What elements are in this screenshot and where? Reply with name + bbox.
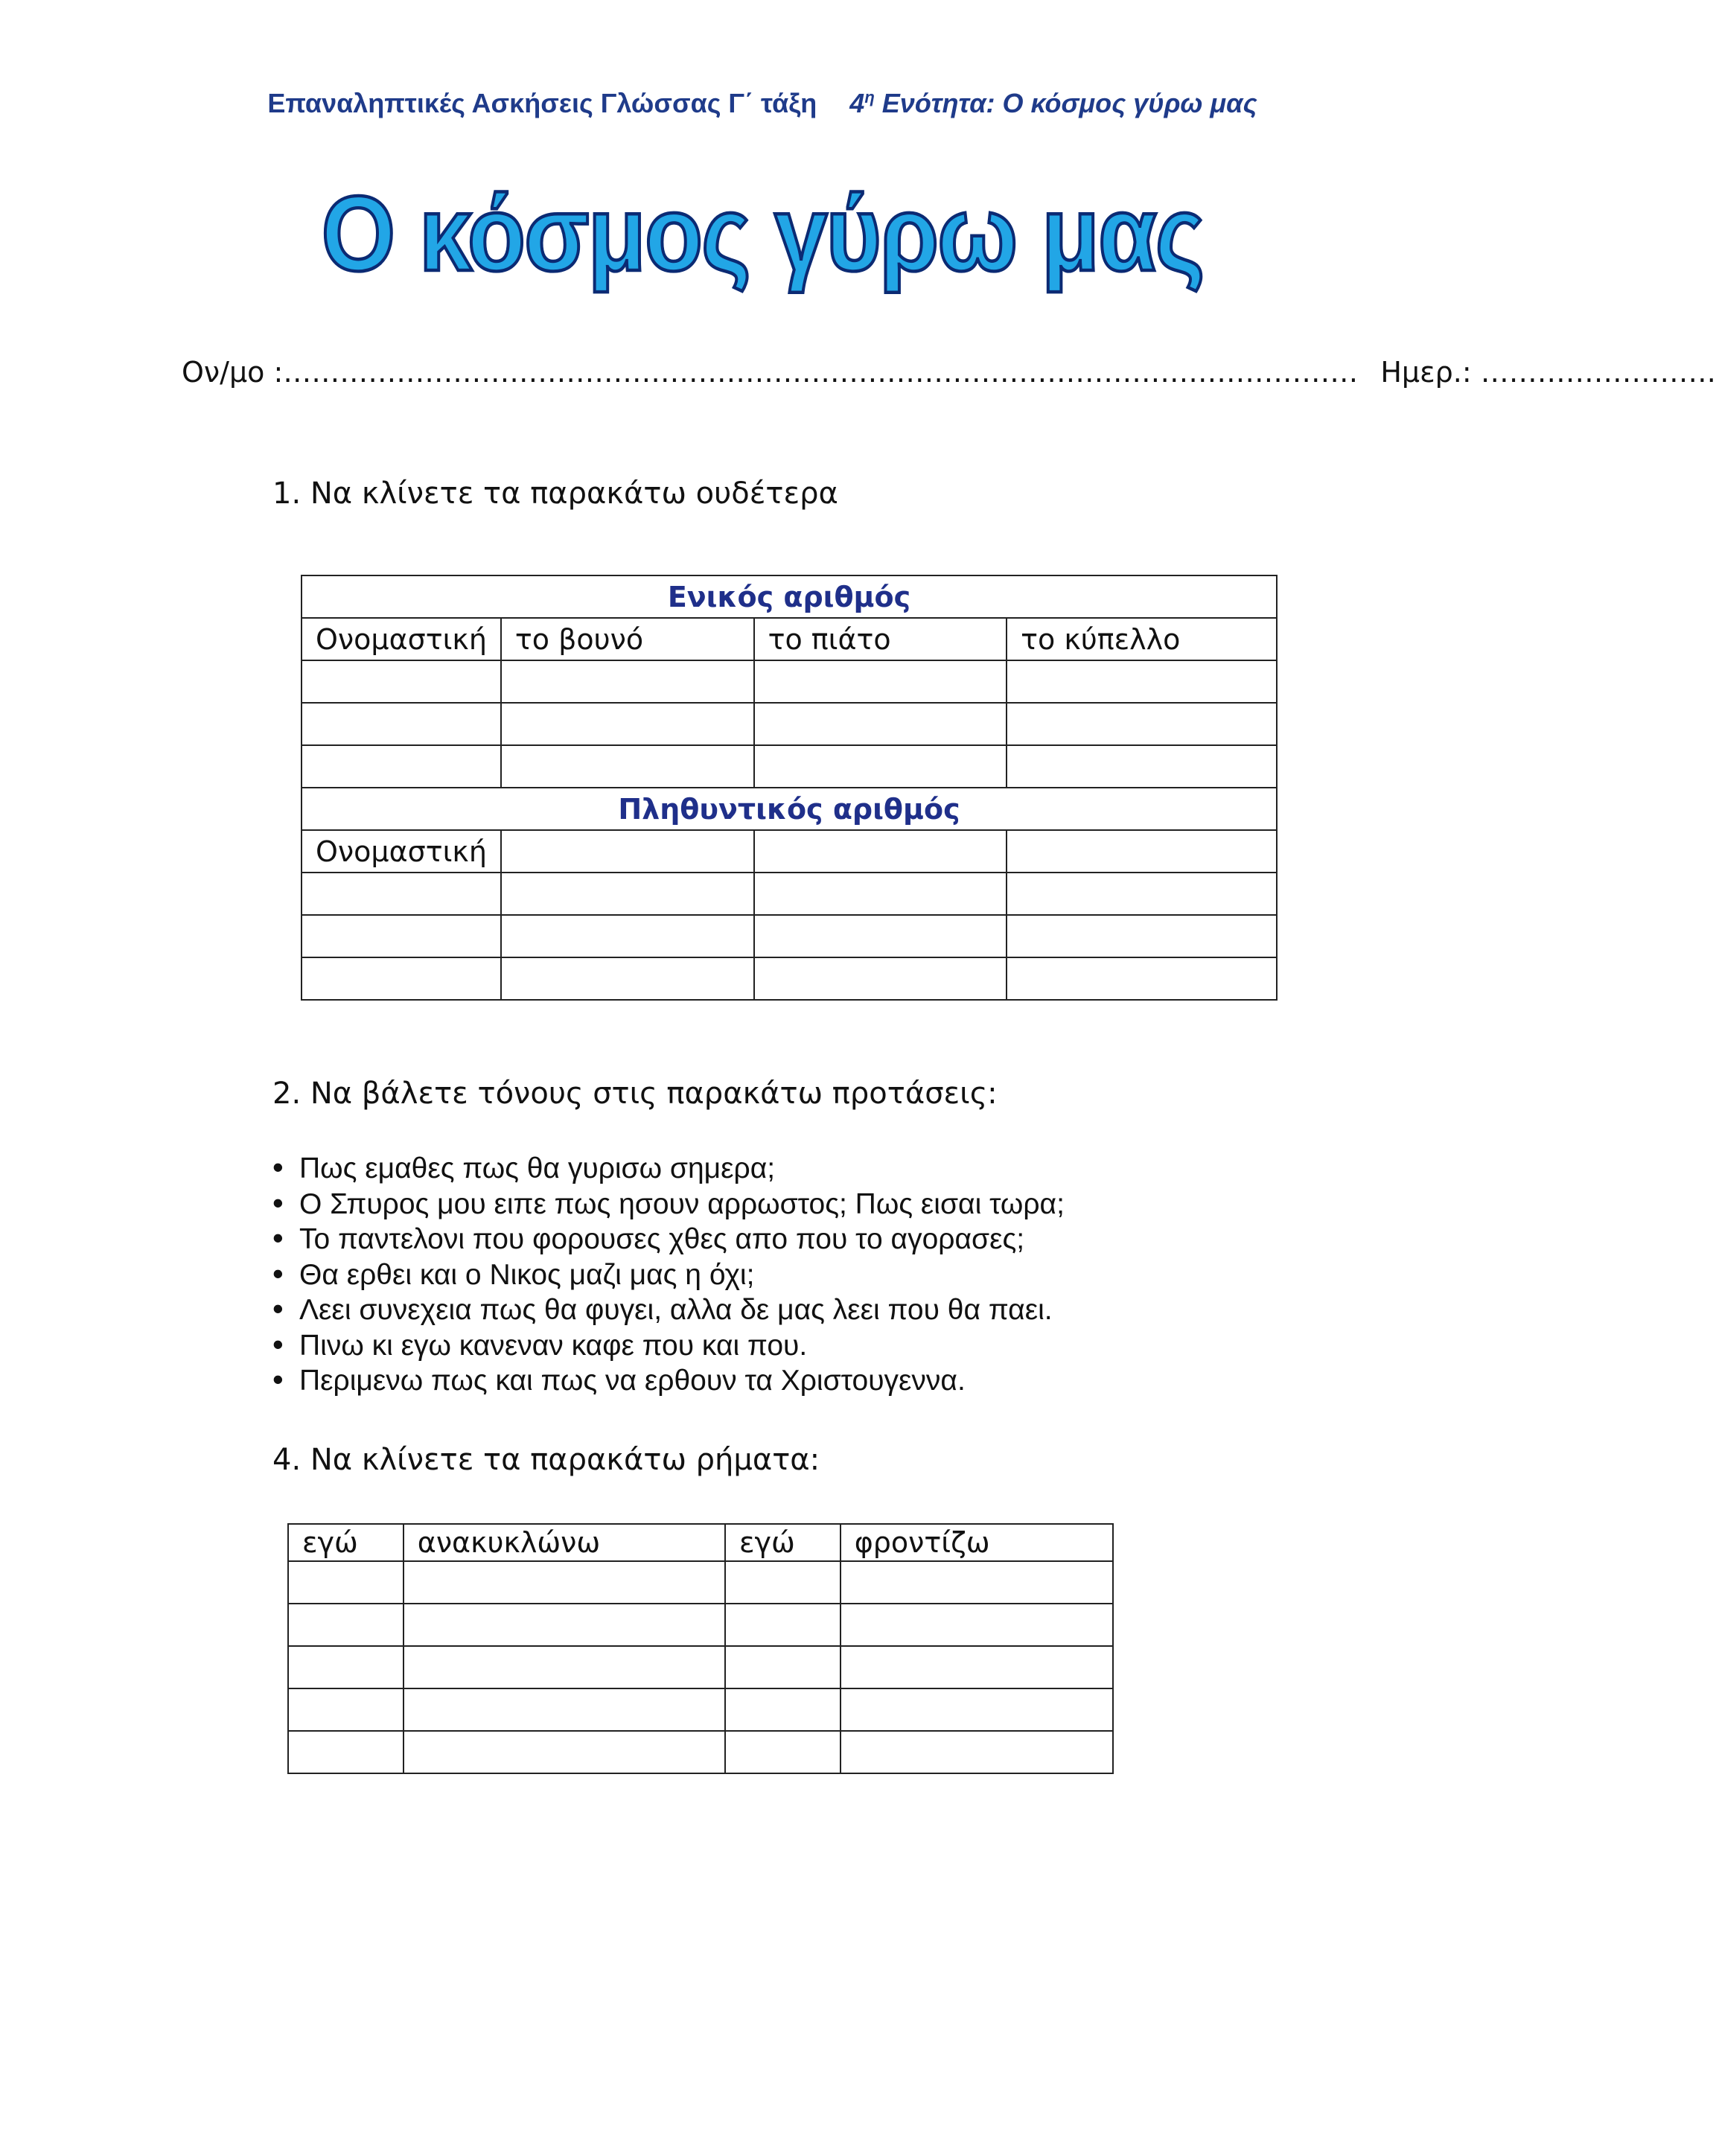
name-label: Ον/μο : — [182, 356, 284, 389]
table-row — [288, 1524, 1113, 1561]
blank-cell[interactable] — [725, 1688, 841, 1731]
student-info-line — [182, 356, 1716, 389]
date-label: Ημερ.: — [1380, 356, 1472, 389]
blank-cell[interactable] — [754, 745, 1007, 788]
sentence-text: Θα ερθει και ο Νικος μαζι μας η όχι; — [299, 1258, 755, 1291]
sentence-text: Πως εμαθες πως θα γυρισω σημερα; — [299, 1152, 776, 1184]
exercise-4-prompt: 4. Να κλίνετε τα παρακάτω ρήματα: — [272, 1443, 820, 1477]
table-row — [302, 745, 1277, 788]
blank-cell[interactable] — [404, 1646, 725, 1688]
list-item — [272, 1185, 1065, 1221]
noun-header: το πιάτο — [754, 618, 1007, 660]
blank-cell[interactable] — [725, 1731, 841, 1773]
table-row — [302, 915, 1277, 957]
blank-cell[interactable] — [302, 873, 501, 915]
blank-cell[interactable] — [302, 703, 501, 745]
table-row — [302, 618, 1277, 660]
blank-cell[interactable] — [1007, 745, 1277, 788]
blank-cell[interactable] — [754, 703, 1007, 745]
noun-header: το βουνό — [501, 618, 754, 660]
blank-cell[interactable] — [754, 830, 1007, 873]
blank-cell[interactable] — [1007, 660, 1277, 703]
table-row — [288, 1604, 1113, 1646]
sentence-text: Πινω κι εγω κανεναν καφε που και που. — [299, 1329, 808, 1362]
blank-cell[interactable] — [501, 873, 754, 915]
blank-cell[interactable] — [1007, 830, 1277, 873]
header-unit — [849, 88, 1257, 118]
header-subject: Επαναληπτικές Ασκήσεις Γλώσσας Γ΄ τάξη — [267, 88, 817, 118]
singular-heading-row — [302, 575, 1277, 618]
table-row — [302, 873, 1277, 915]
blank-cell[interactable] — [754, 873, 1007, 915]
blank-cell[interactable] — [725, 1646, 841, 1688]
blank-cell[interactable] — [501, 660, 754, 703]
unit-superscript: η — [864, 88, 875, 106]
exercise-1-prompt: 1. Να κλίνετε τα παρακάτω ουδέτερα — [272, 476, 838, 511]
date-field[interactable]: ……………………. — [1480, 356, 1716, 389]
verb-header: φροντίζω — [841, 1524, 1113, 1561]
verbs-table — [287, 1523, 1114, 1774]
table-row — [288, 1688, 1113, 1731]
table-row — [302, 660, 1277, 703]
table-row — [288, 1731, 1113, 1773]
blank-cell[interactable] — [1007, 873, 1277, 915]
blank-cell[interactable] — [1007, 915, 1277, 957]
list-item — [272, 1291, 1065, 1327]
blank-cell[interactable] — [501, 915, 754, 957]
table-row — [288, 1646, 1113, 1688]
list-item — [272, 1362, 1065, 1397]
blank-cell[interactable] — [404, 1731, 725, 1773]
blank-cell[interactable] — [725, 1604, 841, 1646]
blank-cell[interactable] — [754, 915, 1007, 957]
blank-cell[interactable] — [754, 957, 1007, 1000]
blank-cell[interactable] — [754, 660, 1007, 703]
page-title: Ο κόσμος γύρω μας — [321, 174, 1204, 294]
noun-header: το κύπελλο — [1007, 618, 1277, 660]
bullet-icon: • — [272, 1291, 284, 1326]
singular-heading: Ενικός αριθμός — [302, 575, 1277, 618]
blank-cell[interactable] — [404, 1604, 725, 1646]
blank-cell[interactable] — [404, 1561, 725, 1604]
blank-cell[interactable] — [404, 1688, 725, 1731]
blank-cell[interactable] — [501, 745, 754, 788]
pronoun-header: εγώ — [725, 1524, 841, 1561]
sentence-text: Περιμενω πως και πως να ερθουν τα Χριστουγεννα. — [299, 1365, 966, 1397]
blank-cell[interactable] — [302, 915, 501, 957]
bullet-icon: • — [272, 1255, 284, 1291]
nouns-table — [301, 575, 1278, 1001]
blank-cell[interactable] — [1007, 703, 1277, 745]
blank-cell[interactable] — [302, 957, 501, 1000]
unit-title: Ενότητα: Ο κόσμος γύρω μας — [874, 88, 1257, 118]
blank-cell[interactable] — [288, 1731, 404, 1773]
blank-cell[interactable] — [841, 1604, 1113, 1646]
name-field[interactable]: …………………………………………………………………………………………………… — [283, 356, 1359, 389]
blank-cell[interactable] — [302, 660, 501, 703]
blank-cell[interactable] — [1007, 957, 1277, 1000]
blank-cell[interactable] — [302, 745, 501, 788]
sentences-list — [272, 1149, 1065, 1397]
case-label: Ονομαστική — [302, 618, 501, 660]
blank-cell[interactable] — [288, 1604, 404, 1646]
verb-header: ανακυκλώνω — [404, 1524, 725, 1561]
bullet-icon: • — [272, 1326, 284, 1362]
blank-cell[interactable] — [841, 1646, 1113, 1688]
table-row — [302, 830, 1277, 873]
blank-cell[interactable] — [841, 1561, 1113, 1604]
blank-cell[interactable] — [501, 830, 754, 873]
blank-cell[interactable] — [288, 1688, 404, 1731]
list-item — [272, 1256, 1065, 1292]
blank-cell[interactable] — [841, 1688, 1113, 1731]
plural-heading: Πληθυντικός αριθμός — [302, 788, 1277, 830]
list-item — [272, 1220, 1065, 1256]
blank-cell[interactable] — [725, 1561, 841, 1604]
sentence-text: Το παντελονι που φορουσες χθες απο που το αγορασες; — [299, 1223, 1025, 1255]
blank-cell[interactable] — [288, 1646, 404, 1688]
page-header — [0, 88, 1525, 119]
blank-cell[interactable] — [288, 1561, 404, 1604]
exercise-2-prompt: 2. Να βάλετε τόνους στις παρακάτω προτάσεις: — [272, 1077, 998, 1111]
blank-cell[interactable] — [841, 1731, 1113, 1773]
pronoun-header: εγώ — [288, 1524, 404, 1561]
sentence-text: Λεει συνεχεια πως θα φυγει, αλλα δε μας λεει που θα παει. — [299, 1294, 1053, 1326]
bullet-icon: • — [272, 1362, 284, 1397]
blank-cell[interactable] — [501, 957, 754, 1000]
bullet-icon: • — [272, 1149, 284, 1184]
list-item — [272, 1149, 1065, 1185]
bullet-icon: • — [272, 1220, 284, 1255]
table-row — [302, 957, 1277, 1000]
unit-number: 4 — [849, 88, 865, 118]
sentence-text: Ο Σπυρος μου ειπε πως ησουν αρρωστος; Πως εισαι τωρα; — [299, 1187, 1065, 1220]
list-item — [272, 1327, 1065, 1362]
table-row — [302, 703, 1277, 745]
blank-cell[interactable] — [501, 703, 754, 745]
table-row — [288, 1561, 1113, 1604]
case-label: Ονομαστική — [302, 830, 501, 873]
plural-heading-row — [302, 788, 1277, 830]
bullet-icon: • — [272, 1184, 284, 1220]
